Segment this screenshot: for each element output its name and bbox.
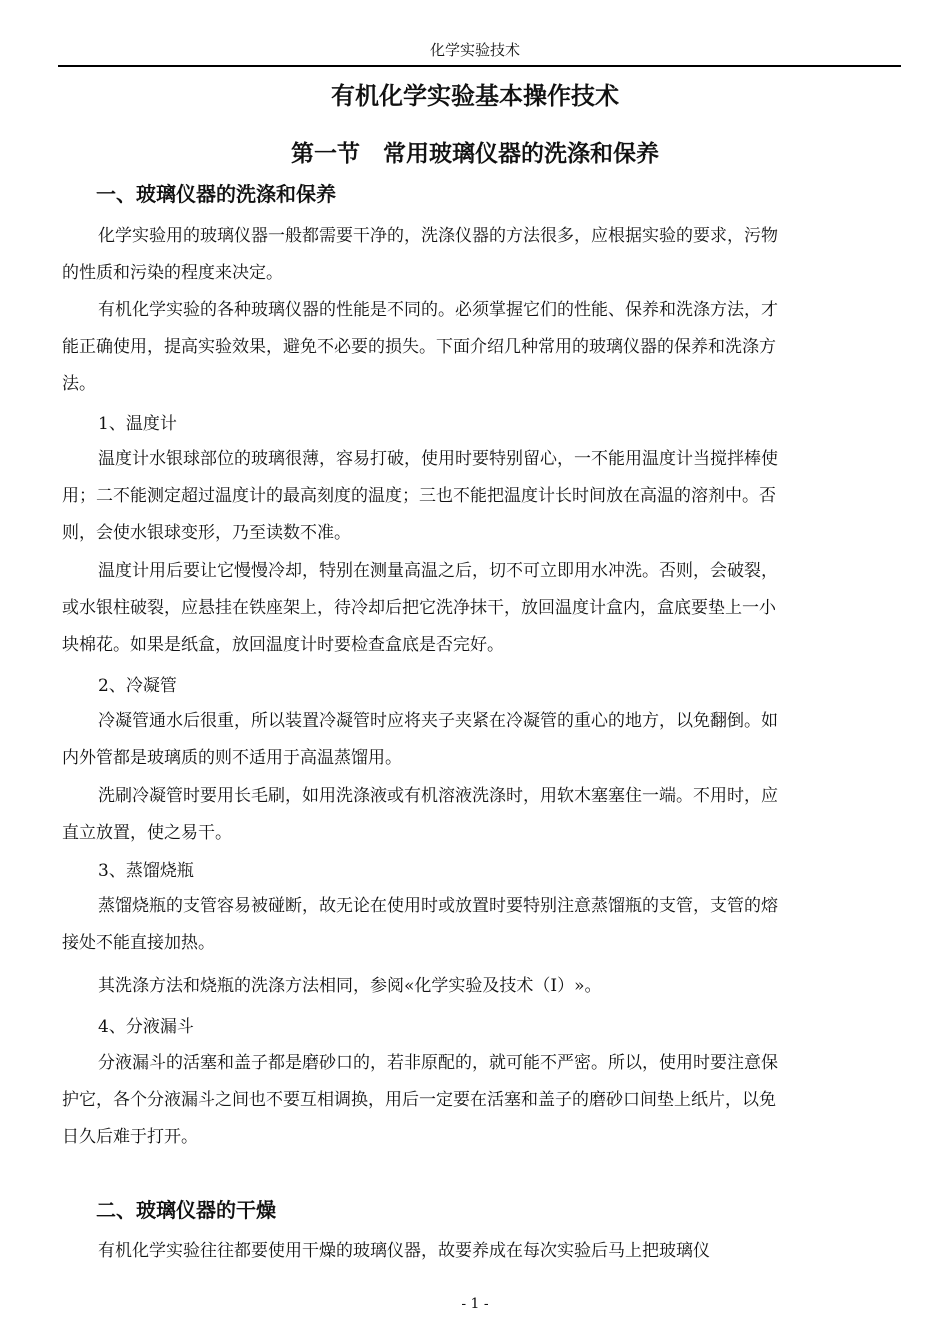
item2-heading: 2、冷凝管 xyxy=(98,676,177,696)
item2-paragraph-2: 洗刷冷凝管时要用长毛刷，如用洗涤液或有机溶液洗涤时，用软木塞塞住一端。不用时，应直立放置，使之易干。 xyxy=(62,786,778,843)
item4-paragraph-1: 分液漏斗的活塞和盖子都是磨砂口的，若非原配的，就可能不严密。所以，使用时要注意保护它，各个分液漏斗之间也不要互相调换，用后一定要在活塞和盖子的磨砂口间垫上纸片，以免日久后难于打开。 xyxy=(62,1053,778,1147)
item1-heading: 1、温度计 xyxy=(98,414,177,434)
document-title: 有机化学实验基本操作技术 xyxy=(331,82,619,110)
item3-heading: 3、蒸馏烧瓶 xyxy=(98,861,194,881)
intro-paragraph-2: 有机化学实验的各种玻璃仪器的性能是不同的。必须掌握它们的性能、保养和洗涤方法，才能正确使用，提高实验效果，避免不必要的损失。下面介绍几种常用的玻璃仪器的保养和洗涤方法。 xyxy=(62,300,778,394)
part2-heading: 二、玻璃仪器的干燥 xyxy=(96,1198,276,1222)
item3-paragraph-1: 蒸馏烧瓶的支管容易被碰断，故无论在使用时或放置时要特别注意蒸馏瓶的支管，支管的熔接处不能直接加热。 xyxy=(62,896,778,953)
item4-heading: 4、分液漏斗 xyxy=(98,1017,194,1037)
part2-paragraph-1: 有机化学实验往往都要使用干燥的玻璃仪器，故要养成在每次实验后马上把玻璃仪 xyxy=(98,1241,710,1261)
part1-heading: 一、玻璃仪器的洗涤和保养 xyxy=(96,182,336,206)
page-number: - 1 - xyxy=(461,1296,489,1312)
header-rule xyxy=(58,65,901,67)
item1-paragraph-1: 温度计水银球部位的玻璃很薄，容易打破，使用时要特别留心，一不能用温度计当搅拌棒使用；二不能测定超过温度计的最高刻度的温度；三也不能把温度计长时间放在高温的溶剂中。否则，会使水银球变形，乃至读数不准。 xyxy=(62,449,778,543)
item1-paragraph-2: 温度计用后要让它慢慢冷却，特别在测量高温之后，切不可立即用水冲洗。否则，会破裂，或水银柱破裂，应悬挂在铁座架上，待冷却后把它洗净抹干，放回温度计盒内，盒底要垫上一小块棉花。如果是纸盒，放回温度计时要检查盒底是否完好。 xyxy=(62,561,778,655)
item3-paragraph-2: 其洗涤方法和烧瓶的洗涤方法相同，参阅«化学实验及技术（Ⅰ）»。 xyxy=(98,976,602,996)
running-header: 化学实验技术 xyxy=(429,41,520,59)
section-title: 第一节 常用玻璃仪器的洗涤和保养 xyxy=(291,141,659,167)
item2-paragraph-1: 冷凝管通水后很重，所以装置冷凝管时应将夹子夹紧在冷凝管的重心的地方，以免翻倒。如内外管都是玻璃质的则不适用于高温蒸馏用。 xyxy=(62,711,778,768)
intro-paragraph-1: 化学实验用的玻璃仪器一般都需要干净的，洗涤仪器的方法很多，应根据实验的要求，污物的性质和污染的程度来决定。 xyxy=(62,226,778,283)
